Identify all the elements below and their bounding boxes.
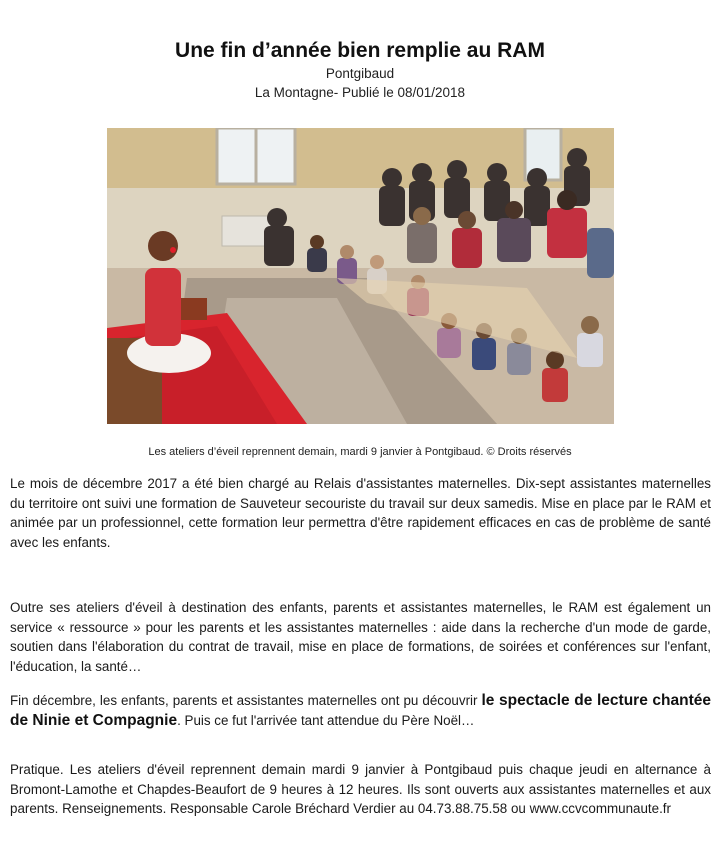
article-paragraph-3 [10, 691, 711, 730]
photo-caption: Les ateliers d’éveil reprennent demain, mardi 9 janvier à Pontgibaud. © Droits réservés [148, 446, 572, 458]
article-title: Une fin d’année bien remplie au RAM [175, 39, 545, 62]
paragraph-3-start: Fin décembre, les enfants, parents et assistantes maternelles ont pu découvrir [10, 693, 482, 708]
article-source-date: La Montagne- Publié le 08/01/2018 [254, 85, 466, 100]
paragraph-text: Le mois de décembre 2017 a été bien chargé au Relais d'assistantes maternelles. Dix-sept assistantes maternelles du territoire ont suivi une formation de Sauveteur secouriste du travail sur deux samedis. Mise en place par le RAM et animée par un professionnel, cette formation leur permettra d'être rapidement efficaces en cas de problème de santé avec les enfants. [10, 476, 711, 550]
article-paragraph-1 [10, 474, 711, 552]
paragraph-3-end: . Puis ce fut l'arrivée tant attendue du Père Noël… [177, 712, 475, 728]
paragraph-text [10, 691, 711, 730]
show-highlight: le spectacle de lecture chantée de Ninie et Compagnie [10, 692, 711, 729]
article-photo [107, 128, 614, 424]
paragraph-text: Outre ses ateliers d'éveil à destination des enfants, parents et assistantes maternelles, le RAM est également un service « ressource » pour les parents et les assistantes maternelles : aide dans la recherche d'un mode de garde, soutien dans l'élaboration du contrat de travail, mise en place de formations, de soirées et conférences sur l'enfant, l'éducation, la santé… [10, 600, 711, 674]
paragraph-text: Pratique. Les ateliers d'éveil reprennent demain mardi 9 janvier à Pontgibaud puis chaque jeudi en alternance à Bromont-Lamothe et Chapdes-Beaufort de 9 heures à 12 heures. Ils sont ouverts aux assistantes maternelles et aux parents. Renseignements. Responsable Carole Bréchard Verdier au 04.73.88.75.58 ou www.ccvcommunaute.fr [10, 762, 711, 816]
photo-illustration [107, 128, 614, 424]
article-paragraph-2 [10, 598, 711, 676]
article-paragraph-4 [10, 760, 711, 819]
article-location: Pontgibaud [325, 66, 395, 81]
article-header [0, 38, 720, 102]
